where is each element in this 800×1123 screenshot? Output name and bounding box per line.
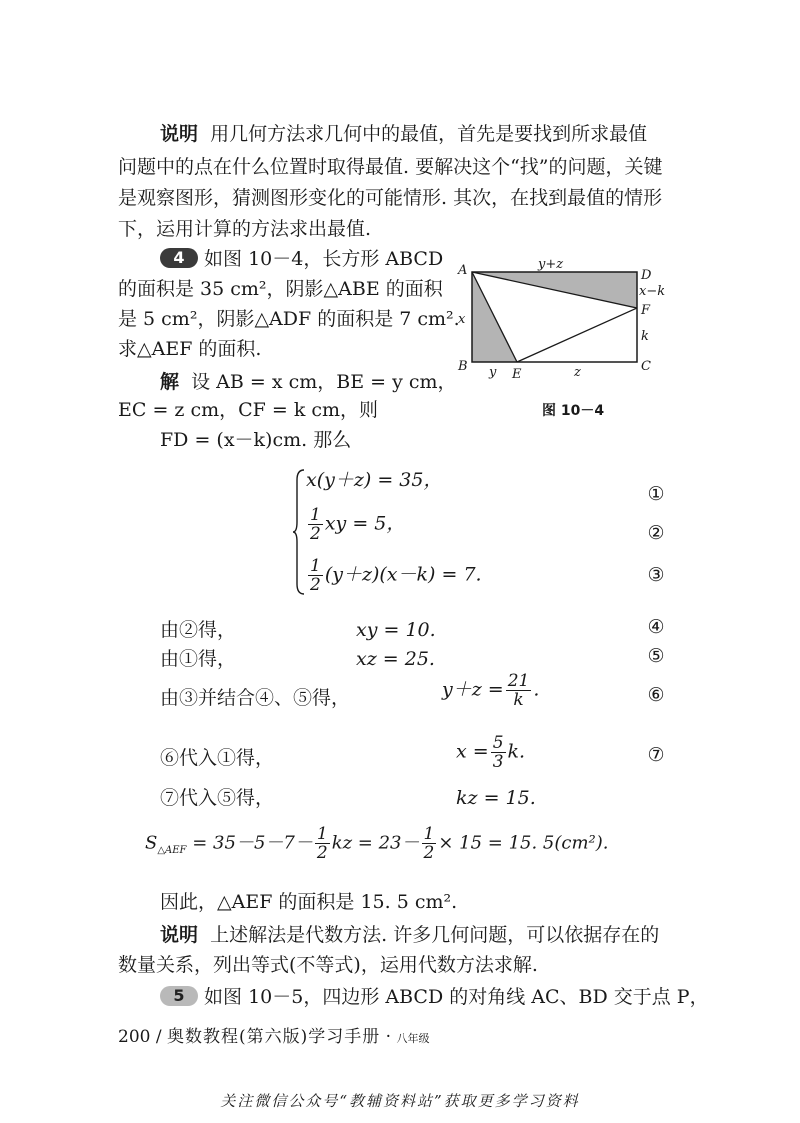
label-right-top: x−k xyxy=(639,284,666,299)
example-badge: 5 xyxy=(160,986,198,1006)
step-3-prefix: 由③并结合④、⑤得， xyxy=(160,687,351,709)
note1-text: 用几何方法求几何中的最值，首先是要找到所求最值 xyxy=(210,123,648,145)
fraction-half: $\frac{1}{2}$ xyxy=(310,556,321,595)
page-number: 200 xyxy=(118,1027,151,1047)
solution-text: 设 AB = x cm，BE = y cm， xyxy=(191,371,457,393)
grade-label: 八年级 xyxy=(396,1032,430,1045)
mark-3: ③ xyxy=(647,564,665,586)
mark-7: ⑦ xyxy=(647,744,665,766)
note1-line-4: 下，运用计算的方法求出最值. xyxy=(118,218,372,240)
mark-6: ⑥ xyxy=(647,684,665,706)
label-f: F xyxy=(641,303,651,318)
example4-line-3: 是 5 cm²，阴影△ADF 的面积是 7 cm². xyxy=(118,308,460,330)
step-4-prefix: ⑥代入①得， xyxy=(160,747,275,769)
solution-line-2: EC = z cm，CF = k cm，则 xyxy=(118,399,379,421)
label-c: C xyxy=(641,359,651,374)
footer-slash: / xyxy=(155,1027,162,1047)
step-5-expr: kz = 15. xyxy=(456,787,536,809)
note2-line-1 xyxy=(160,921,659,949)
figure-10-4 xyxy=(452,257,666,388)
label-b: B xyxy=(458,359,468,374)
step-2-expr: xz = 25. xyxy=(356,648,435,670)
step-3-expr: y＋z = $\frac{21}{k}$ . xyxy=(442,671,540,710)
solution-line-3: FD = (x－k)cm. 那么 xyxy=(160,429,352,451)
label-a: A xyxy=(458,263,468,278)
label-top: y+z xyxy=(538,257,564,272)
example-badge: 4 xyxy=(160,248,198,268)
solution-label: 解 xyxy=(160,371,180,393)
example4-line-4: 求△AEF 的面积. xyxy=(118,338,262,360)
solution-line-1 xyxy=(160,368,457,396)
fraction-5-over-3: $\frac{5}{3}$ xyxy=(492,733,504,772)
example4-text: 如图 10－4，长方形 ABCD xyxy=(204,248,444,270)
figure-caption: 图 10－4 xyxy=(542,403,605,419)
example4-line-1 xyxy=(160,245,443,273)
note2-line-2: 数量关系，列出等式(不等式)，运用代数方法求解. xyxy=(118,954,538,976)
mark-5: ⑤ xyxy=(647,645,665,667)
fraction-half: $\frac{1}{2}$ xyxy=(310,505,321,544)
segment-ef xyxy=(517,308,637,362)
step-5-prefix: ⑦代入⑤得， xyxy=(160,787,275,809)
footer-dot: · xyxy=(385,1027,392,1047)
step-1-expr: xy = 10. xyxy=(356,619,436,641)
area-equation: $S_{\triangle AEF} = 35-5-7-$ $\frac{1}{2}$ kz = 23－ $\frac{1}{2}$ × 15 = 15. 5(cm²). xyxy=(145,824,609,863)
fraction-half: $\frac{1}{2}$ xyxy=(423,824,435,863)
system-eq2: $\frac{1}{2}$ xy = 5， xyxy=(310,505,406,544)
system-eq1: x(y＋z) = 35， xyxy=(306,469,443,491)
note1-line-1 xyxy=(160,120,647,148)
book-title: 奥数教程(第六版)学习手册 xyxy=(167,1027,381,1047)
system-eq3: $\frac{1}{2}$ (y＋z)(x－k) = 7. xyxy=(310,556,482,595)
label-e: E xyxy=(512,367,522,382)
note1-line-3: 是观察图形，猜测图形变化的可能情形. 其次，在找到最值的情形 xyxy=(118,187,663,209)
mark-1: ① xyxy=(647,483,665,505)
conclusion: 因此，△AEF 的面积是 15. 5 cm². xyxy=(160,891,458,913)
note1-label: 说明 xyxy=(160,123,199,145)
example5-text: 如图 10－5，四边形 ABCD 的对角线 AC、BD 交于点 P， xyxy=(204,986,709,1008)
step-1-prefix: 由②得， xyxy=(160,619,237,641)
step-4-expr: x = $\frac{5}{3}$ k. xyxy=(456,733,526,772)
note1-line-2: 问题中的点在什么位置时取得最值. 要解决这个“找”的问题，关键 xyxy=(118,156,663,178)
watermark-text: 关注微信公众号“教辅资料站”获取更多学习资料 xyxy=(220,1092,580,1110)
mark-2: ② xyxy=(647,522,665,544)
label-bottom-right: z xyxy=(574,365,581,380)
page-footer xyxy=(118,1022,429,1047)
note2-text: 上述解法是代数方法. 许多几何问题，可以依据存在的 xyxy=(210,924,660,946)
system-brace xyxy=(292,468,306,596)
label-left: x xyxy=(458,312,466,327)
example4-line-2: 的面积是 35 cm²，阴影△ABE 的面积 xyxy=(118,278,443,300)
note2-label: 说明 xyxy=(160,924,199,946)
step-2-prefix: 由①得， xyxy=(160,648,237,670)
label-bottom-left: y xyxy=(489,365,497,380)
label-right-bottom: k xyxy=(641,329,649,344)
mark-4: ④ xyxy=(647,616,665,638)
label-d: D xyxy=(641,268,652,283)
example5-line xyxy=(160,983,709,1011)
fraction-half: $\frac{1}{2}$ xyxy=(316,824,328,863)
fraction-21-over-k: $\frac{21}{k}$ xyxy=(507,671,530,710)
